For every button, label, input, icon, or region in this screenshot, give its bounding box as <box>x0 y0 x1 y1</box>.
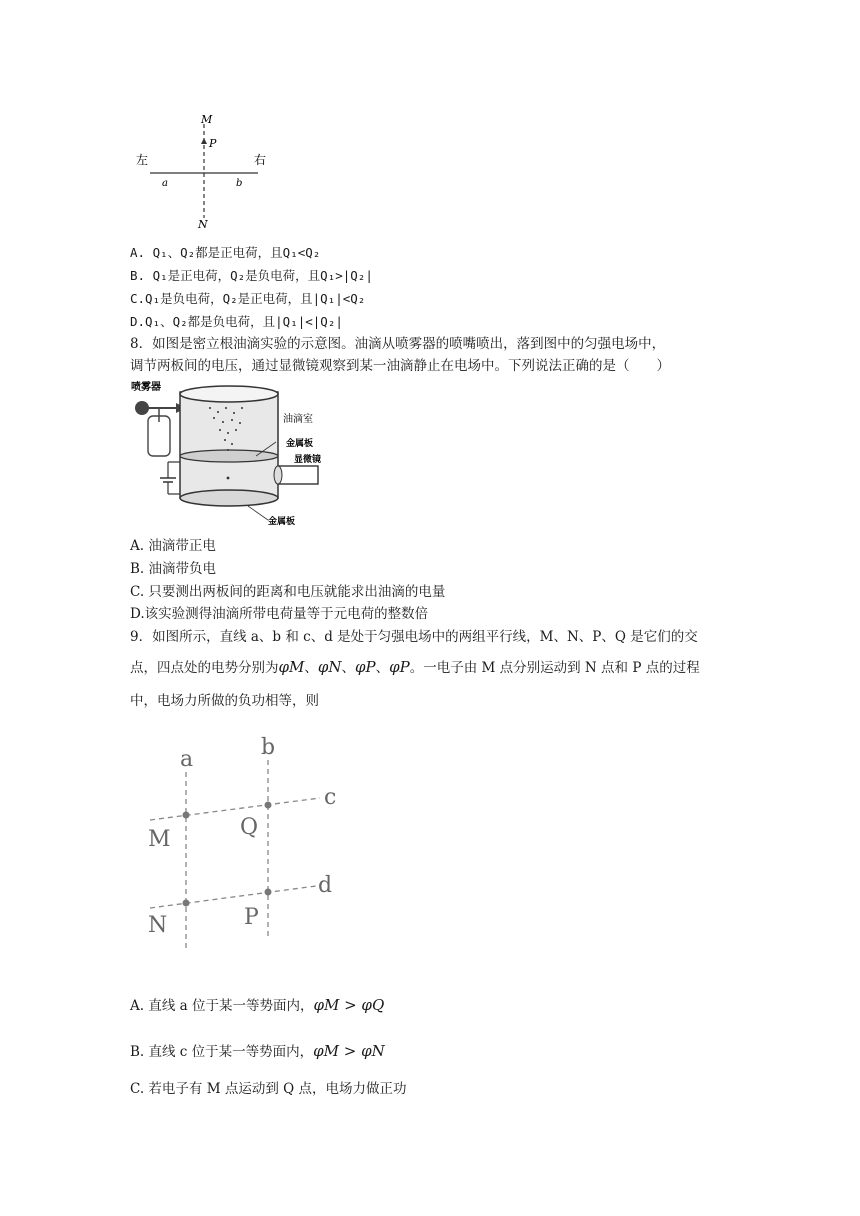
fig7-label-left: 左 <box>136 153 149 167</box>
q8-question-line2: 调节两板间的电压，通过显微镜观察到某一油滴静止在电场中。下列说法正确的是（ ） <box>130 358 670 374</box>
fig9-label-d: d <box>318 873 333 898</box>
q9-figure <box>140 730 360 960</box>
phi-P: φP <box>355 658 376 676</box>
fig9-label-a: a <box>180 747 194 772</box>
q8-millikan-figure <box>128 378 328 530</box>
fig8-label-metal-plate-top: 金属板 <box>286 439 314 449</box>
line-d <box>150 886 316 908</box>
fig8-label-metal-plate-bottom: 金属板 <box>268 517 296 527</box>
fig8-label-sprayer: 喷雾器 <box>131 382 161 393</box>
q9-option-a-text: A. 直线 a 位于某一等势面内， <box>130 998 314 1014</box>
q8-question-line1: 8．如图是密立根油滴实验的示意图。油滴从喷雾器的喷嘴喷出，落到图中的匀强电场中， <box>130 336 666 352</box>
q7-option-b: B. Q₁是正电荷，Q₂是负电荷，且Q₁>|Q₂| <box>130 268 373 283</box>
fig9-label-M: M <box>148 827 171 852</box>
fig7-label-P: P <box>209 137 217 150</box>
phi-N: φN <box>317 658 342 676</box>
fig7-label-right: 右 <box>254 153 267 167</box>
microscope-icon <box>278 466 318 484</box>
fig9-label-N: N <box>148 913 168 938</box>
q9-option-a-formula: φM > φQ <box>313 996 385 1014</box>
line-c <box>150 798 320 820</box>
q9-question-line2: 点，四点处的电势分别为φM、φN、φP、φP。一电子由 M 点分别运动到 N 点和 P 点的过程 <box>130 658 700 676</box>
fig7-label-N: N <box>198 218 208 231</box>
fig8-label-microscope: 显微镜 <box>294 455 322 465</box>
q9-question-line1: 9．如图所示，直线 a、b 和 c、d 是处于匀强电场中的两组平行线，M、N、P、Q 是它们的交 <box>130 629 698 645</box>
q8-option-b: B. 油滴带负电 <box>130 561 217 577</box>
fig9-label-b: b <box>261 735 276 760</box>
fig7-label-b: b <box>236 178 243 189</box>
fig8-label-oil-chamber: 油滴室 <box>283 414 313 425</box>
q9-question-line3: 中，电场力所做的负功相等，则 <box>130 693 319 709</box>
q9-option-a <box>130 996 384 1015</box>
fig7-label-M: M <box>201 113 213 126</box>
upper-metal-plate <box>180 450 278 462</box>
fig9-label-Q: Q <box>240 815 259 840</box>
fig9-label-c: c <box>324 785 337 810</box>
point-Q <box>265 802 272 809</box>
q7-option-c: C.Q₁是负电荷，Q₂是正电荷，且|Q₁|<Q₂ <box>130 291 366 306</box>
oil-chamber-body <box>180 392 278 498</box>
q9-line2-prefix: 点，四点处的电势分别为 <box>130 660 279 676</box>
fig7-arrow-icon <box>201 138 207 144</box>
phi-M: φM <box>278 658 305 676</box>
q7-option-d: D.Q₁、Q₂都是负电荷，且|Q₁|<|Q₂| <box>130 314 343 329</box>
q7-option-a: A. Q₁、Q₂都是正电荷，且Q₁<Q₂ <box>130 245 321 260</box>
q9-line2-suffix: 。一电子由 M 点分别运动到 N 点和 P 点的过程 <box>409 660 700 676</box>
phi-P-second: φP <box>389 658 410 676</box>
q9-option-c: C. 若电子有 M 点运动到 Q 点，电场力做正功 <box>130 1081 407 1097</box>
q9-option-b <box>130 1042 385 1061</box>
fig9-label-P: P <box>244 905 259 930</box>
point-P <box>265 889 272 896</box>
q8-option-d: D.该实验测得油滴所带电荷量等于元电荷的整数倍 <box>130 606 429 622</box>
point-N <box>183 900 190 907</box>
q8-option-c: C. 只要测出两板间的距离和电压就能求出油滴的电量 <box>130 584 446 600</box>
point-M <box>183 812 190 819</box>
fig7-label-a: a <box>162 178 168 189</box>
q8-option-a: A. 油滴带正电 <box>130 538 216 554</box>
q9-option-b-text: B. 直线 c 位于某一等势面内， <box>130 1044 314 1060</box>
q9-option-b-formula: φM > φN <box>313 1042 385 1060</box>
q7-figure <box>130 110 280 235</box>
sprayer-bulb-icon <box>135 401 149 415</box>
